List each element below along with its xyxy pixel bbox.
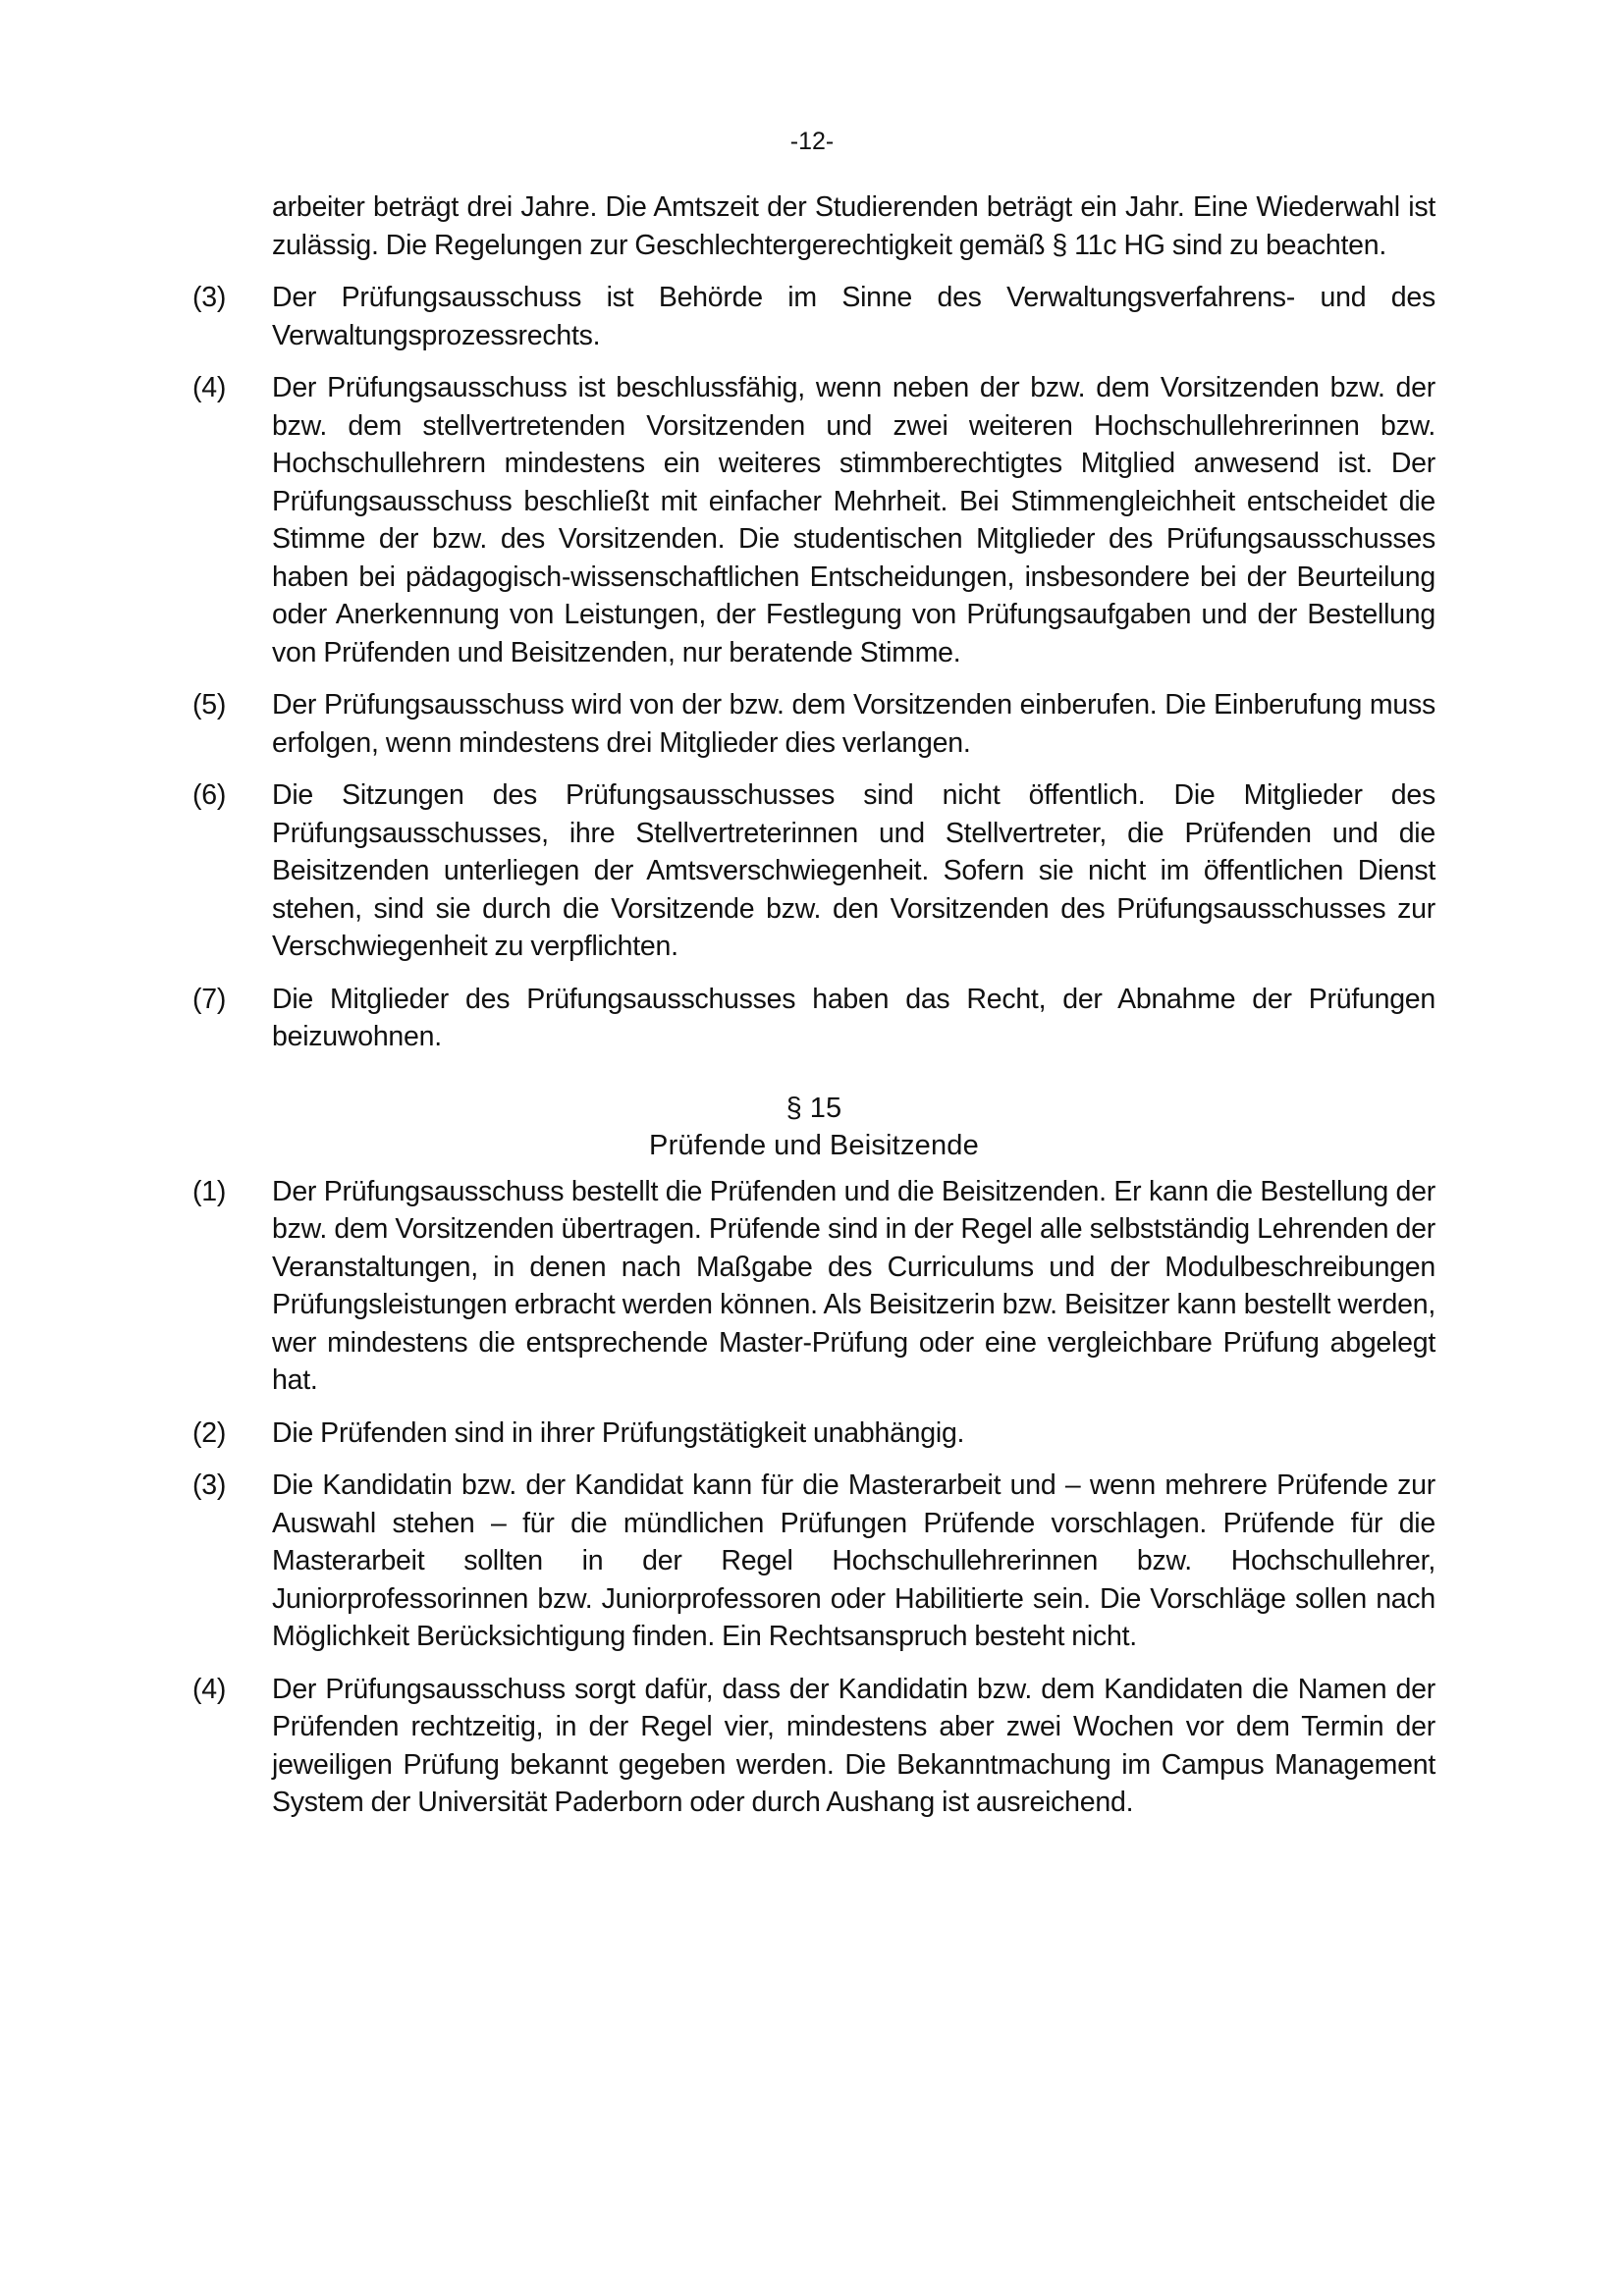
paragraph-text: Der Prüfungsausschuss wird von der bzw. dem Vorsitzenden einberufen. Die Einberufung muss erfolgen, wenn mindestens drei Mitglieder dies verlangen. xyxy=(272,689,1435,759)
paragraph-number: (7) xyxy=(192,983,227,1015)
paragraph-3 xyxy=(192,279,1435,354)
paragraph-text: Der Prüfungsausschuss bestellt die Prüfenden und die Beisitzenden. Er kann die Bestellung der bzw. dem Vorsitzenden übertragen. Prüfende sind in der Regel alle selbstständig Lehrenden der Veranstaltungen, in denen nach Maßgabe des Curriculums und der Modulbeschreibungen Prüfungsleistungen erbracht werden können. Als Beisitzerin bzw. Beisitzer kann bestellt werden, wer mindestens die entsprechende Master-Prüfung oder eine vergleichbare Prüfung abgelegt hat. xyxy=(272,1175,1435,1396)
document-body xyxy=(192,188,1435,1837)
paragraph-number: (2) xyxy=(192,1416,227,1449)
paragraph-number: (3) xyxy=(192,282,227,313)
paragraph-text: Der Prüfungsausschuss sorgt dafür, dass der Kandidatin bzw. dem Kandidaten die Namen der Prüfenden rechtzeitig, in der Regel vier, mindestens aber zwei Wochen vor dem Termin der jeweiligen Prüfung bekannt gegeben werden. Die Bekanntmachung im Campus Management System der Universität Paderborn oder durch Aushang ist ausreichend. xyxy=(272,1673,1435,1818)
section-title: Prüfende und Beisitzende xyxy=(649,1130,979,1161)
section-15-paragraph-1 xyxy=(192,1173,1435,1400)
paragraph-text: Die Sitzungen des Prüfungsausschusses sind nicht öffentlich. Die Mitglieder des Prüfungsausschusses, ihre Stellvertreterinnen und Stellvertreter, die Prüfenden und die Beisitzenden unterliegen der Amtsverschwiegenheit. Sofern sie nicht im öffentlichen Dienst stehen, sind sie durch die Vorsitzende bzw. den Vorsitzenden des Prüfungsausschusses zur Verschwiegenheit zu verpflichten. xyxy=(272,779,1435,962)
paragraph-number: (4) xyxy=(192,1673,227,1705)
page-number: -12- xyxy=(789,128,835,155)
paragraph-6 xyxy=(192,776,1435,966)
paragraph-number: (6) xyxy=(192,779,227,811)
section-heading xyxy=(192,1090,1435,1165)
paragraph-4 xyxy=(192,369,1435,671)
paragraph-number: (1) xyxy=(192,1175,227,1207)
paragraph-text: arbeiter beträgt drei Jahre. Die Amtszeit der Studierenden beträgt ein Jahr. Eine Wiederwahl ist zulässig. Die Regelungen zur Geschlechtergerechtigkeit gemäß § 11c HG sind zu beachten. xyxy=(272,191,1435,261)
continuation-paragraph xyxy=(192,188,1435,264)
section-15-paragraph-4 xyxy=(192,1671,1435,1822)
section-number: § 15 xyxy=(785,1092,842,1124)
paragraph-text: Die Prüfenden sind in ihrer Prüfungstätigkeit unabhängig. xyxy=(272,1416,965,1449)
paragraph-text: Die Kandidatin bzw. der Kandidat kann für die Masterarbeit und – wenn mehrere Prüfende zur Auswahl stehen – für die mündlichen Prüfungen Prüfende vorschlagen. Prüfende für die Masterarbeit sollten in der Regel Hochschullehrerinnen bzw. Hochschullehrer, Juniorprofessorinnen bzw. Juniorprofessoren oder Habilitierte sein. Die Vorschläge sollen nach Möglichkeit Berücksichtigung finden. Ein Rechtsanspruch besteht nicht. xyxy=(272,1469,1435,1652)
paragraph-text: Der Prüfungsausschuss ist Behörde im Sinne des Verwaltungsverfahrens- und des Verwaltungsprozessrechts. xyxy=(272,282,1435,351)
paragraph-number: (3) xyxy=(192,1469,227,1501)
section-15-paragraph-2 xyxy=(192,1415,1435,1453)
paragraph-5 xyxy=(192,686,1435,762)
paragraph-text: Die Mitglieder des Prüfungsausschusses haben das Recht, der Abnahme der Prüfungen beizuwohnen. xyxy=(272,983,1435,1052)
paragraph-number: (5) xyxy=(192,689,227,721)
paragraph-7 xyxy=(192,981,1435,1056)
paragraph-text: Der Prüfungsausschuss ist beschlussfähig, wenn neben der bzw. dem Vorsitzenden bzw. der bzw. dem stellvertretenden Vorsitzenden und zwei weiteren Hochschullehrerinnen bzw. Hochschullehrern mindestens ein weiteres stimmberechtigtes Mitglied anwesend ist. Der Prüfungsausschuss beschließt mit einfacher Mehrheit. Bei Stimmengleichheit entscheidet die Stimme der bzw. des Vorsitzenden. Die studentischen Mitglieder des Prüfungsausschusses haben bei pädagogisch-wissenschaftlichen Entscheidungen, insbesondere bei der Beurteilung oder Anerkennung von Leistungen, der Festlegung von Prüfungsaufgaben und der Bestellung von Prüfenden und Beisitzenden, nur beratende Stimme. xyxy=(272,372,1435,668)
section-15-paragraph-3 xyxy=(192,1467,1435,1656)
paragraph-number: (4) xyxy=(192,372,227,403)
